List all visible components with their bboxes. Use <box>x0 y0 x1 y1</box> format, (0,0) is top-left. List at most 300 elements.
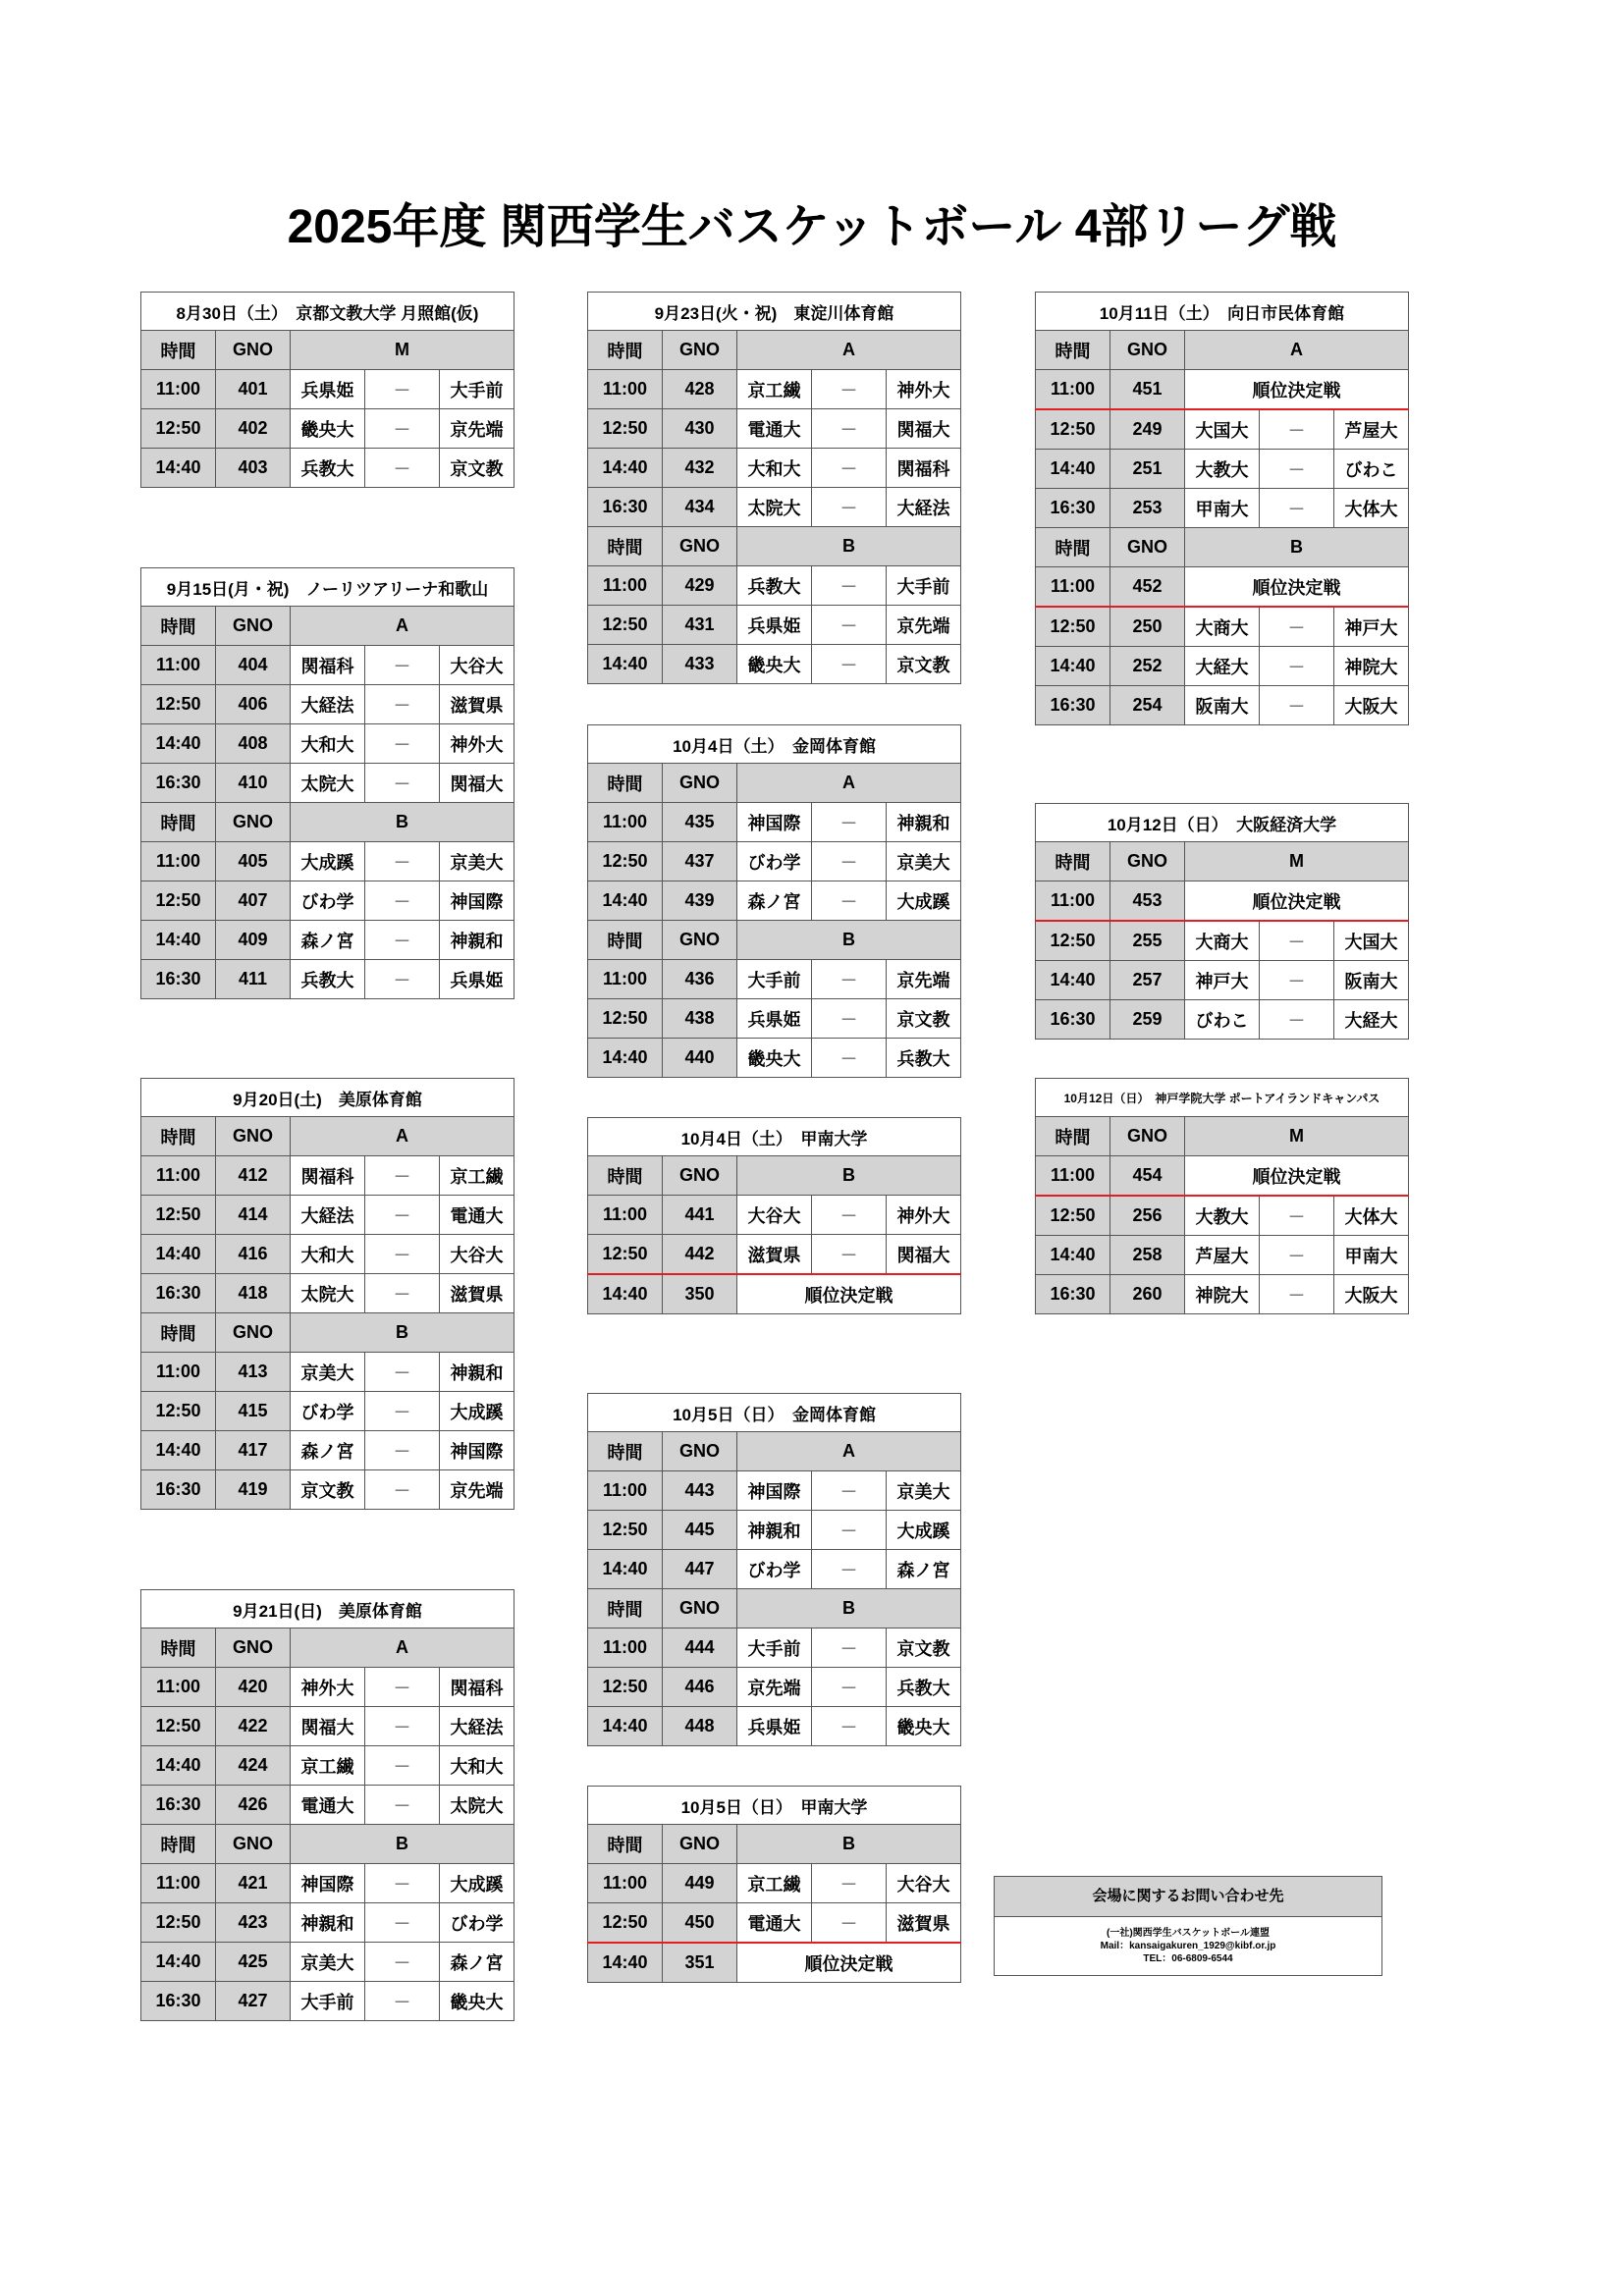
game-number: 414 <box>216 1196 291 1235</box>
schedule-block <box>140 1078 514 1510</box>
away-team: 大体大 <box>1334 1196 1409 1236</box>
home-team: 滋賀県 <box>737 1235 812 1275</box>
match-row <box>1036 1000 1409 1040</box>
game-number: 443 <box>663 1471 737 1511</box>
time-column-header: 時間 <box>588 1825 663 1864</box>
home-team: 兵県姫 <box>737 1707 812 1746</box>
match-time: 12:50 <box>141 685 216 724</box>
home-team: 大経法 <box>291 685 365 724</box>
match-row <box>588 1629 961 1668</box>
schedule-block <box>587 292 961 684</box>
match-row <box>588 1864 961 1903</box>
away-team: 電通大 <box>440 1196 514 1235</box>
game-number: 453 <box>1110 881 1185 922</box>
home-team: びわ学 <box>291 1392 365 1431</box>
match-row <box>1036 409 1409 450</box>
away-team: 大経法 <box>440 1707 514 1746</box>
home-team: 神国際 <box>737 1471 812 1511</box>
time-column-header: 時間 <box>588 764 663 803</box>
section-label: A <box>737 764 961 803</box>
versus-dash: － <box>365 1668 440 1707</box>
game-number: 436 <box>663 960 737 999</box>
match-time: 11:00 <box>141 370 216 409</box>
away-team: 京美大 <box>440 842 514 881</box>
versus-dash: － <box>365 409 440 449</box>
schedule-block <box>587 1786 961 1983</box>
match-time: 12:50 <box>588 1903 663 1944</box>
placement-match: 順位決定戦 <box>1185 370 1409 410</box>
away-team: 大成蹊 <box>887 881 961 921</box>
away-team: 神戸大 <box>1334 607 1409 647</box>
game-number: 444 <box>663 1629 737 1668</box>
match-time: 14:40 <box>588 1274 663 1314</box>
home-team: 大成蹊 <box>291 842 365 881</box>
placement-match: 順位決定戦 <box>737 1943 961 1983</box>
game-number: 420 <box>216 1668 291 1707</box>
game-number: 419 <box>216 1470 291 1510</box>
match-row <box>588 449 961 488</box>
venue-header: 9月23日(火・祝) 東淀川体育館 <box>588 293 961 331</box>
game-number: 445 <box>663 1511 737 1550</box>
contact-box <box>994 1876 1382 1976</box>
home-team: 京工繊 <box>737 370 812 409</box>
away-team: 神院大 <box>1334 647 1409 686</box>
match-row <box>588 645 961 684</box>
away-team: 関福大 <box>440 764 514 803</box>
match-row <box>141 1431 514 1470</box>
match-time: 11:00 <box>588 960 663 999</box>
away-team: 神外大 <box>440 724 514 764</box>
match-row <box>1036 489 1409 528</box>
versus-dash: － <box>812 370 887 409</box>
game-number: 439 <box>663 881 737 921</box>
away-team: 阪南大 <box>1334 961 1409 1000</box>
game-number: 440 <box>663 1039 737 1078</box>
versus-dash: － <box>365 1431 440 1470</box>
section-label: A <box>291 1629 514 1668</box>
match-row <box>588 488 961 527</box>
away-team: 大阪大 <box>1334 686 1409 725</box>
gno-column-header: GNO <box>663 331 737 370</box>
away-team: 大経大 <box>1334 1000 1409 1040</box>
versus-dash: － <box>812 449 887 488</box>
match-row <box>588 1707 961 1746</box>
away-team: 兵県姫 <box>440 960 514 999</box>
match-row <box>141 1746 514 1786</box>
match-row <box>141 1864 514 1903</box>
schedule-block <box>140 567 514 999</box>
versus-dash: － <box>1260 489 1334 528</box>
placement-match: 順位決定戦 <box>737 1274 961 1314</box>
contact-heading: 会場に関するお問い合わせ先 <box>995 1877 1381 1917</box>
match-row <box>141 1235 514 1274</box>
time-column-header: 時間 <box>1036 528 1110 567</box>
gno-column-header: GNO <box>1110 331 1185 370</box>
versus-dash: － <box>1260 607 1334 647</box>
game-number: 433 <box>663 645 737 684</box>
away-team: 森ノ宮 <box>887 1550 961 1589</box>
away-team: 京美大 <box>887 842 961 881</box>
match-time: 14:40 <box>1036 647 1110 686</box>
page-title: 2025年度 関西学生バスケットボール 4部リーグ戦 <box>287 201 1337 253</box>
home-team: 神戸大 <box>1185 961 1260 1000</box>
home-team: 電通大 <box>737 409 812 449</box>
time-column-header: 時間 <box>588 921 663 960</box>
game-number: 255 <box>1110 921 1185 961</box>
placement-match: 順位決定戦 <box>1185 567 1409 608</box>
home-team: 太院大 <box>291 764 365 803</box>
home-team: 阪南大 <box>1185 686 1260 725</box>
schedule-block <box>1035 803 1409 1040</box>
match-time: 12:50 <box>588 1511 663 1550</box>
gno-column-header: GNO <box>663 921 737 960</box>
time-column-header: 時間 <box>1036 1117 1110 1156</box>
game-number: 407 <box>216 881 291 921</box>
versus-dash: － <box>365 1707 440 1746</box>
section-label: M <box>1185 1117 1409 1156</box>
match-time: 12:50 <box>1036 921 1110 961</box>
away-team: 神親和 <box>440 921 514 960</box>
away-team: 大成蹊 <box>887 1511 961 1550</box>
match-time: 16:30 <box>1036 1000 1110 1040</box>
home-team: 森ノ宮 <box>291 921 365 960</box>
away-team: 神親和 <box>440 1353 514 1392</box>
away-team: 大手前 <box>887 566 961 606</box>
home-team: 兵県姫 <box>291 370 365 409</box>
game-number: 437 <box>663 842 737 881</box>
away-team: 京先端 <box>440 1470 514 1510</box>
match-row <box>588 1235 961 1275</box>
match-time: 11:00 <box>141 1864 216 1903</box>
gno-column-header: GNO <box>1110 842 1185 881</box>
time-column-header: 時間 <box>141 607 216 646</box>
away-team: 大体大 <box>1334 489 1409 528</box>
home-team: 京先端 <box>737 1668 812 1707</box>
match-time: 11:00 <box>141 1156 216 1196</box>
home-team: 森ノ宮 <box>291 1431 365 1470</box>
game-number: 253 <box>1110 489 1185 528</box>
away-team: 大和大 <box>440 1746 514 1786</box>
away-team: 大経法 <box>887 488 961 527</box>
match-time: 12:50 <box>141 1903 216 1943</box>
match-time: 14:40 <box>588 1039 663 1078</box>
home-team: 神国際 <box>291 1864 365 1903</box>
versus-dash: － <box>812 1471 887 1511</box>
match-time: 11:00 <box>588 1864 663 1903</box>
versus-dash: － <box>812 645 887 684</box>
match-time: 14:40 <box>588 449 663 488</box>
match-time: 12:50 <box>1036 409 1110 450</box>
time-column-header: 時間 <box>588 1589 663 1629</box>
away-team: 滋賀県 <box>440 1274 514 1313</box>
versus-dash: － <box>365 1353 440 1392</box>
away-team: 関福科 <box>887 449 961 488</box>
home-team: 森ノ宮 <box>737 881 812 921</box>
versus-dash: － <box>1260 1236 1334 1275</box>
home-team: 神親和 <box>737 1511 812 1550</box>
home-team: 京美大 <box>291 1353 365 1392</box>
game-number: 416 <box>216 1235 291 1274</box>
match-time: 14:40 <box>588 1707 663 1746</box>
game-number: 448 <box>663 1707 737 1746</box>
away-team: 太院大 <box>440 1786 514 1825</box>
home-team: 兵教大 <box>291 960 365 999</box>
game-number: 423 <box>216 1903 291 1943</box>
match-time: 11:00 <box>588 1196 663 1235</box>
contact-body <box>995 1917 1381 1975</box>
match-time: 16:30 <box>141 1274 216 1313</box>
match-row <box>141 960 514 999</box>
match-time: 12:50 <box>141 409 216 449</box>
home-team: 電通大 <box>737 1903 812 1944</box>
versus-dash: － <box>365 842 440 881</box>
home-team: 太院大 <box>737 488 812 527</box>
away-team: 大谷大 <box>887 1864 961 1903</box>
gno-column-header: GNO <box>663 764 737 803</box>
away-team: 京先端 <box>887 606 961 645</box>
game-number: 427 <box>216 1982 291 2021</box>
away-team: 京文教 <box>440 449 514 488</box>
home-team: 大教大 <box>1185 450 1260 489</box>
match-row <box>588 1903 961 1944</box>
time-column-header: 時間 <box>588 331 663 370</box>
match-time: 14:40 <box>141 921 216 960</box>
versus-dash: － <box>812 1668 887 1707</box>
versus-dash: － <box>1260 450 1334 489</box>
away-team: 関福大 <box>887 1235 961 1275</box>
match-row <box>141 1196 514 1235</box>
match-time: 12:50 <box>141 1707 216 1746</box>
time-column-header: 時間 <box>141 1629 216 1668</box>
match-row <box>588 1668 961 1707</box>
versus-dash: － <box>812 960 887 999</box>
match-row <box>1036 686 1409 725</box>
match-time: 12:50 <box>141 881 216 921</box>
home-team: 大教大 <box>1185 1196 1260 1236</box>
match-time: 16:30 <box>1036 1275 1110 1314</box>
game-number: 351 <box>663 1943 737 1983</box>
home-team: 関福科 <box>291 646 365 685</box>
versus-dash: － <box>365 1786 440 1825</box>
game-number: 430 <box>663 409 737 449</box>
versus-dash: － <box>365 1746 440 1786</box>
gno-column-header: GNO <box>663 1825 737 1864</box>
match-time: 11:00 <box>1036 881 1110 922</box>
match-time: 11:00 <box>588 370 663 409</box>
home-team: 大商大 <box>1185 921 1260 961</box>
home-team: 大和大 <box>737 449 812 488</box>
game-number: 452 <box>1110 567 1185 608</box>
match-row <box>141 1470 514 1510</box>
gno-column-header: GNO <box>216 1313 291 1353</box>
match-row <box>141 449 514 488</box>
away-team: びわ学 <box>440 1903 514 1943</box>
match-time: 14:40 <box>141 1431 216 1470</box>
away-team: 京文教 <box>887 1629 961 1668</box>
game-number: 426 <box>216 1786 291 1825</box>
match-row <box>1036 607 1409 647</box>
match-row <box>588 1039 961 1078</box>
match-time: 11:00 <box>1036 567 1110 608</box>
home-team: 関福科 <box>291 1156 365 1196</box>
versus-dash: － <box>365 370 440 409</box>
home-team: 兵教大 <box>291 449 365 488</box>
game-number: 259 <box>1110 1000 1185 1040</box>
match-row <box>1036 370 1409 410</box>
game-number: 451 <box>1110 370 1185 410</box>
match-time: 12:50 <box>588 1235 663 1275</box>
versus-dash: － <box>812 1707 887 1746</box>
section-label: B <box>291 1825 514 1864</box>
game-number: 435 <box>663 803 737 842</box>
section-label: B <box>737 527 961 566</box>
match-time: 14:40 <box>1036 961 1110 1000</box>
match-row <box>588 1550 961 1589</box>
match-time: 12:50 <box>588 606 663 645</box>
contact-mail[interactable]: Mail：kansaigakuren_1929@kibf.or.jp <box>1100 1941 1276 1951</box>
game-number: 412 <box>216 1156 291 1196</box>
home-team: 兵県姫 <box>737 999 812 1039</box>
versus-dash: － <box>812 1511 887 1550</box>
match-row <box>588 606 961 645</box>
section-label: B <box>1185 528 1409 567</box>
match-row <box>1036 1156 1409 1197</box>
versus-dash: － <box>365 1982 440 2021</box>
match-time: 11:00 <box>141 842 216 881</box>
match-time: 11:00 <box>588 1629 663 1668</box>
time-column-header: 時間 <box>588 527 663 566</box>
game-number: 401 <box>216 370 291 409</box>
match-row <box>141 842 514 881</box>
game-number: 446 <box>663 1668 737 1707</box>
match-time: 14:40 <box>588 881 663 921</box>
home-team: びわこ <box>1185 1000 1260 1040</box>
versus-dash: － <box>812 606 887 645</box>
schedule-block <box>1035 1078 1409 1314</box>
away-team: 京工繊 <box>440 1156 514 1196</box>
versus-dash: － <box>1260 1275 1334 1314</box>
away-team: 神外大 <box>887 1196 961 1235</box>
contact-tel[interactable]: TEL：06-6809-6544 <box>1143 1953 1233 1964</box>
time-column-header: 時間 <box>141 1825 216 1864</box>
versus-dash: － <box>812 1864 887 1903</box>
versus-dash: － <box>365 1864 440 1903</box>
match-row <box>588 803 961 842</box>
match-row <box>588 881 961 921</box>
match-time: 11:00 <box>141 646 216 685</box>
versus-dash: － <box>365 764 440 803</box>
away-team: 芦屋大 <box>1334 409 1409 450</box>
home-team: 畿央大 <box>291 409 365 449</box>
match-time: 16:30 <box>1036 686 1110 725</box>
versus-dash: － <box>812 1039 887 1078</box>
away-team: 神外大 <box>887 370 961 409</box>
gno-column-header: GNO <box>216 1117 291 1156</box>
match-time: 11:00 <box>1036 1156 1110 1197</box>
game-number: 424 <box>216 1746 291 1786</box>
section-label: B <box>737 1589 961 1629</box>
home-team: 大国大 <box>1185 409 1260 450</box>
match-row <box>588 999 961 1039</box>
time-column-header: 時間 <box>588 1432 663 1471</box>
match-row <box>141 881 514 921</box>
match-time: 14:40 <box>1036 1236 1110 1275</box>
match-row <box>141 685 514 724</box>
versus-dash: － <box>812 881 887 921</box>
match-row <box>1036 450 1409 489</box>
match-row <box>141 1392 514 1431</box>
game-number: 410 <box>216 764 291 803</box>
match-row <box>588 1196 961 1235</box>
match-row <box>141 1707 514 1746</box>
game-number: 442 <box>663 1235 737 1275</box>
schedule-block <box>140 1589 514 2021</box>
game-number: 432 <box>663 449 737 488</box>
match-time: 12:50 <box>1036 1196 1110 1236</box>
game-number: 406 <box>216 685 291 724</box>
game-number: 350 <box>663 1274 737 1314</box>
home-team: 京美大 <box>291 1943 365 1982</box>
match-time: 16:30 <box>141 1982 216 2021</box>
gno-column-header: GNO <box>1110 1117 1185 1156</box>
match-time: 16:30 <box>141 960 216 999</box>
game-number: 434 <box>663 488 737 527</box>
home-team: 関福大 <box>291 1707 365 1746</box>
game-number: 409 <box>216 921 291 960</box>
match-row <box>141 1156 514 1196</box>
home-team: 大谷大 <box>737 1196 812 1235</box>
game-number: 411 <box>216 960 291 999</box>
venue-header: 10月12日（日） 神戸学院大学 ポートアイランドキャンパス <box>1036 1079 1409 1117</box>
match-time: 14:40 <box>588 1550 663 1589</box>
match-time: 16:30 <box>1036 489 1110 528</box>
game-number: 256 <box>1110 1196 1185 1236</box>
away-team: 京文教 <box>887 999 961 1039</box>
placement-match: 順位決定戦 <box>1185 1156 1409 1197</box>
home-team: 大経法 <box>291 1196 365 1235</box>
section-label: B <box>291 1313 514 1353</box>
game-number: 454 <box>1110 1156 1185 1197</box>
game-number: 258 <box>1110 1236 1185 1275</box>
versus-dash: － <box>365 685 440 724</box>
home-team: 神院大 <box>1185 1275 1260 1314</box>
match-row <box>141 921 514 960</box>
match-row <box>141 1668 514 1707</box>
placement-match: 順位決定戦 <box>1185 881 1409 922</box>
venue-header: 9月20日(土) 美原体育館 <box>141 1079 514 1117</box>
match-time: 14:40 <box>588 645 663 684</box>
versus-dash: － <box>365 1235 440 1274</box>
match-row <box>141 724 514 764</box>
away-team: 大手前 <box>440 370 514 409</box>
home-team: 大商大 <box>1185 607 1260 647</box>
home-team: 神国際 <box>737 803 812 842</box>
match-row <box>141 1982 514 2021</box>
away-team: 兵教大 <box>887 1039 961 1078</box>
venue-header: 10月4日（土） 甲南大学 <box>588 1118 961 1156</box>
match-time: 12:50 <box>588 1668 663 1707</box>
away-team: 畿央大 <box>440 1982 514 2021</box>
game-number: 405 <box>216 842 291 881</box>
match-time: 14:40 <box>1036 450 1110 489</box>
game-number: 249 <box>1110 409 1185 450</box>
gno-column-header: GNO <box>216 331 291 370</box>
versus-dash: － <box>365 646 440 685</box>
gno-column-header: GNO <box>1110 528 1185 567</box>
versus-dash: － <box>365 1470 440 1510</box>
game-number: 431 <box>663 606 737 645</box>
versus-dash: － <box>1260 686 1334 725</box>
